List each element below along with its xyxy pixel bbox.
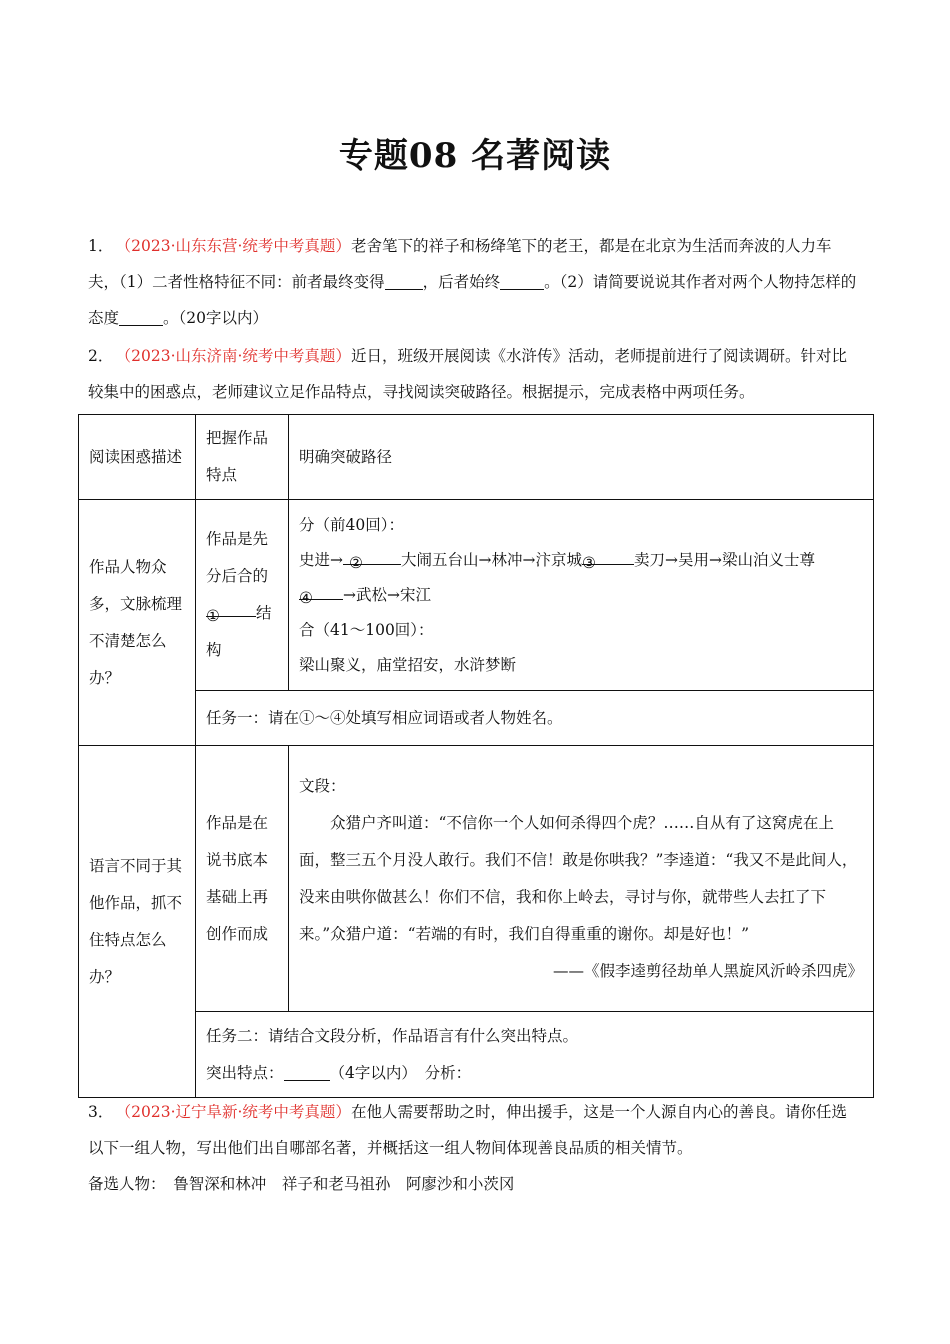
question-text: ，后者始终 [422,273,501,291]
table-header-row [79,415,874,500]
answer-blank[interactable] [299,581,343,607]
task-cell [196,1012,874,1098]
answer-blank[interactable] [385,271,423,290]
confusion-cell: 语言不同于其他作品，抓不住特点怎么办？ [79,746,196,1098]
answer-line [206,1055,863,1092]
answer-blank[interactable] [500,271,544,290]
options-line [88,1166,862,1202]
question-source: （2023·辽宁阜新·统考中考真题） [123,1103,351,1121]
path-line: 梁山聚义，庙堂招安，水浒梦断 [299,655,517,674]
header-path: 明确突破路径 [289,415,874,500]
table-row [79,691,874,746]
path-text: 大闹五台山→林冲→汴京城 [401,550,582,569]
question-number: 3． [88,1103,114,1121]
table-row [79,500,874,691]
question-source: （2023·山东济南·统考中考真题） [123,347,351,365]
answer-blank[interactable] [206,598,256,625]
blank-marker: ④ [299,588,313,607]
path-line: 合（41～100回）： [299,620,434,639]
path-text: 卖刀→吴用→梁山泊义士尊 [633,550,815,569]
blank-marker: ③ [581,553,596,572]
question-2 [88,338,862,410]
option-item: 阿廖沙和小茨冈 [405,1175,515,1193]
citation: ——《假李逵剪径劫单人黑旋风沂岭杀四虎》 [552,961,863,980]
path-text: →武松→宋江 [343,585,431,604]
header-confusion: 阅读困惑描述 [79,415,196,500]
answer-label: （4字以内） 分析： [329,1063,472,1082]
options-label: 备选人物： [88,1175,158,1193]
page-title: 专题08 名著阅读 [338,136,612,176]
feature-cell: 作品是在说书底本基础上再创作而成 [196,746,289,1012]
table-row [79,1012,874,1098]
path-cell [289,500,874,691]
feature-cell [196,500,289,691]
feature-text: 作品是先分后合的 [206,530,269,585]
path-cell [289,746,874,1012]
path-line [299,578,863,613]
option-item: 鲁智深和林冲 [173,1175,267,1193]
task-cell: 任务一：请在①～④处填写相应词语或者人物姓名。 [196,691,874,746]
path-label: 文段： [299,776,346,795]
table-row [79,746,874,1012]
passage: 众猎户齐叫道：“不信你一个人如何杀得四个虎？……自从有了这窝虎在上面，整三五个月没人敢行。我们不信！敢是你哄我？”李逵道：“我又不是此间人，没来由哄你做甚么！你们不信，我和你上岭去，寻讨与你，就带些人去扛了下来。”众猎户道：“若端的有时，我们自得重重的谢你。却是好也！” [299,813,858,943]
question-1 [88,228,862,336]
blank-marker: ② [349,553,363,572]
path-line [299,543,863,578]
reading-table [78,414,874,1098]
answer-blank[interactable] [581,546,634,572]
path-line: 分（前40回）： [299,515,404,534]
question-text: 在他人需要帮助之时，伸出援手，这是一个人源自内心的善良。请你任选以下一组人物，写出他们出自哪部名著，并概括这一组人物间体现善良品质的相关情节。 [88,1103,847,1157]
question-text: 老舍笔下的祥子和杨绛笔下的老王，都是在北京为生活而奔波的人力车夫，（1）二者性格特征不同：前者最终变得 [88,237,832,291]
question-source: （2023·山东东营·统考中考真题） [123,237,351,255]
confusion-cell: 作品人物众多，文脉梳理不清楚怎么办？ [79,500,196,746]
answer-label: 突出特点： [206,1063,284,1082]
question-text: 。（20字以内） [163,309,268,327]
question-text: 。（2）请简要说说其作者对两个人物持怎样的态度 [88,273,857,327]
answer-blank[interactable] [343,546,401,572]
question-text: 近日，班级开展阅读《水浒传》活动，老师提前进行了阅读调研。针对比较集中的困惑点，老师建议立足作品特点，寻找阅读突破路径。根据提示，完成表格中两项任务。 [88,347,847,401]
task-text: 任务二：请结合文段分析，作品语言有什么突出特点。 [206,1026,579,1045]
option-item: 祥子和老马祖孙 [281,1175,391,1193]
question-number: 1． [88,237,114,255]
question-3 [88,1094,862,1166]
feature-text: 结构 [206,604,272,659]
path-text: 史进→ [299,550,343,569]
question-number: 2． [88,347,114,365]
blank-marker: ① [206,607,220,625]
answer-blank[interactable] [284,1062,330,1081]
answer-blank[interactable] [119,307,163,326]
header-feature: 把握作品特点 [196,415,289,500]
